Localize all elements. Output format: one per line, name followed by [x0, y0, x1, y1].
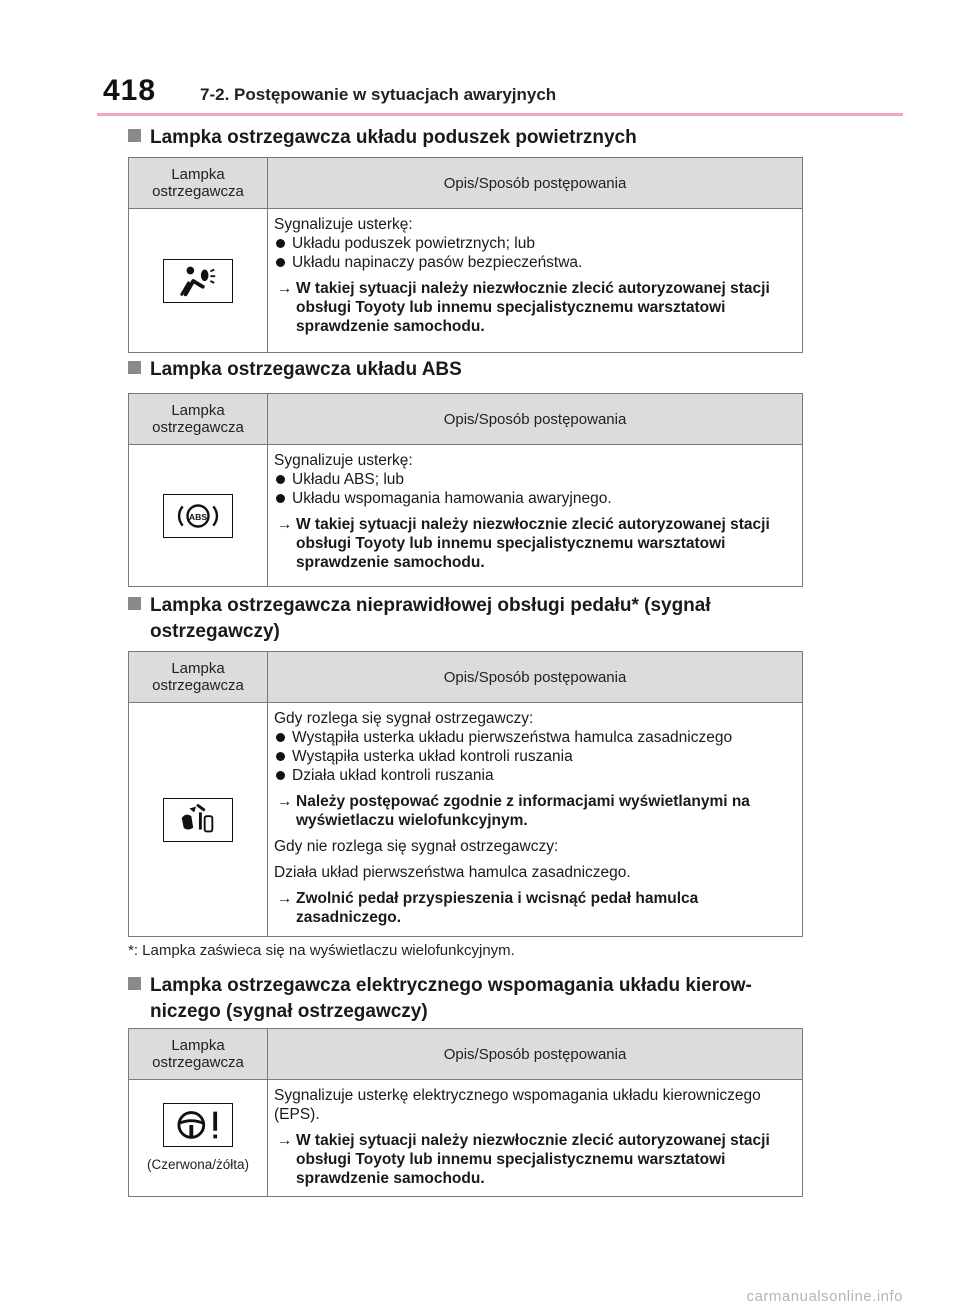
- pedal-table: [128, 651, 803, 937]
- pedal-misoperation-icon: [163, 798, 233, 842]
- square-bullet-icon: [128, 129, 141, 142]
- footnote: *: Lampka zaświeca się na wyświetlaczu wielofunkcyjnym.: [128, 942, 515, 959]
- col-header-lamp: Lampka ostrzegawcza: [129, 1029, 268, 1080]
- section-title-airbag: Lampka ostrzegawcza układu poduszek powietrznych: [128, 125, 808, 151]
- col-header-desc: Opis/Sposób postępowania: [268, 158, 803, 209]
- list-item: Wystąpiła usterka układu pierwszeństwa hamulca zasadniczego: [274, 728, 798, 747]
- list-item: Wystąpiła usterka układ kontroli ruszania: [274, 747, 798, 766]
- list-item: Układu ABS; lub: [274, 470, 798, 489]
- col-header-lamp: Lampka ostrzegawcza: [129, 394, 268, 445]
- action-text: → W takiej sytuacji należy niezwłocznie zlecić autoryzowanej stacji obsługi Toyoty lub innemu specjalistycznemu warsztatowi sprawdzenie samochodu.: [277, 1132, 770, 1187]
- header-divider: [97, 113, 903, 116]
- col-header-desc: Opis/Sposób postępowania: [268, 394, 803, 445]
- action-text: → Należy postępować zgodnie z informacjami wyświetlanymi na wyświetlaczu wielofunkcyjnym.: [277, 793, 750, 829]
- description-cell: Gdy rozlega się sygnał ostrzegawczy: Wystąpiła usterka układu pierwszeństwa hamulca zasadniczego Wystąpiła usterka układ kontroli ruszania Działa układ kontroli ruszania → Należy postępować zgodnie z informacjami wyświetlanymi na wyświetlaczu wielofunkcyjnym. Gdy nie rozlega się sygnał ostrzegawczy: Działa układ pierwszeństwa hamulca zasadniczego. → Zwolnić pedał przyspieszenia i wcisnąć pedał hamulca zasadniczego.: [268, 703, 803, 937]
- page-header: [0, 0, 960, 120]
- icon-color-note: (Czerwona/żółta): [146, 1156, 250, 1172]
- description-cell: Sygnalizuje usterkę: Układu poduszek powietrznych; lub Układu napinaczy pasów bezpieczeństwa. → W takiej sytuacji należy niezwłocznie zlecić autoryzowanej stacji obsługi Toyoty lub innemu specjalistycznemu warsztatowi sprawdzenie samochodu.: [268, 209, 803, 353]
- action-text: → W takiej sytuacji należy niezwłocznie zlecić autoryzowanej stacji obsługi Toyoty lub innemu specjalistycznemu warsztatowi sprawdzenie samochodu.: [277, 516, 770, 571]
- icon-cell: [129, 209, 268, 353]
- watermark: carmanualsonline.info: [746, 1288, 903, 1305]
- arrow-icon: →: [277, 280, 293, 297]
- abs-table: [128, 393, 803, 587]
- airbag-table: [128, 157, 803, 353]
- action-text: → W takiej sytuacji należy niezwłocznie zlecić autoryzowanej stacji obsługi Toyoty lub innemu specjalistycznemu warsztatowi sprawdzenie samochodu.: [277, 280, 770, 335]
- icon-cell: [129, 703, 268, 937]
- section-title-eps: Lampka ostrzegawcza elektrycznego wspomagania układu kierow- niczego (sygnał ostrzegawczy): [128, 973, 808, 1025]
- action-text: → Zwolnić pedał przyspieszenia i wcisnąć pedał hamulca zasadniczego.: [277, 890, 699, 926]
- list-item: Działa układ kontroli ruszania: [274, 766, 798, 785]
- list-item: Układu napinaczy pasów bezpieczeństwa.: [274, 253, 798, 272]
- square-bullet-icon: [128, 361, 141, 374]
- arrow-icon: →: [277, 793, 293, 810]
- airbag-warning-icon: [163, 259, 233, 303]
- description-cell: Sygnalizuje usterkę: Układu ABS; lub Układu wspomagania hamowania awaryjnego. → W takiej sytuacji należy niezwłocznie zlecić autoryzowanej stacji obsługi Toyoty lub innemu specjalistycznemu warsztatowi sprawdzenie samochodu.: [268, 445, 803, 587]
- steering-warning-icon: [163, 1103, 233, 1147]
- col-header-lamp: Lampka ostrzegawcza: [129, 158, 268, 209]
- col-header-desc: Opis/Sposób postępowania: [268, 1029, 803, 1080]
- square-bullet-icon: [128, 977, 141, 990]
- list-item: Układu poduszek powietrznych; lub: [274, 234, 798, 253]
- page-number: 418: [103, 74, 157, 107]
- eps-table: [128, 1028, 803, 1197]
- section-title-pedal: Lampka ostrzegawcza nieprawidłowej obsługi pedału* (sygnał ostrzegawczy): [128, 593, 808, 645]
- arrow-icon: →: [277, 890, 293, 907]
- chapter-title: 7-2. Postępowanie w sytuacjach awaryjnych: [200, 85, 557, 104]
- description-cell: Sygnalizuje usterkę elektrycznego wspomagania układu kierowniczego (EPS). → W takiej sytuacji należy niezwłocznie zlecić autoryzowanej stacji obsługi Toyoty lub innemu specjalistycznemu warsztatowi sprawdzenie samochodu.: [268, 1080, 803, 1197]
- arrow-icon: →: [277, 1132, 293, 1149]
- icon-cell: [129, 445, 268, 587]
- col-header-desc: Opis/Sposób postępowania: [268, 652, 803, 703]
- section-title-abs: Lampka ostrzegawcza układu ABS: [128, 357, 808, 383]
- abs-warning-icon: [163, 494, 233, 538]
- abs-icon-label: ABS: [188, 511, 208, 522]
- square-bullet-icon: [128, 597, 141, 610]
- arrow-icon: →: [277, 516, 293, 533]
- icon-cell: [129, 1080, 268, 1197]
- list-item: Układu wspomagania hamowania awaryjnego.: [274, 489, 798, 508]
- col-header-lamp: Lampka ostrzegawcza: [129, 652, 268, 703]
